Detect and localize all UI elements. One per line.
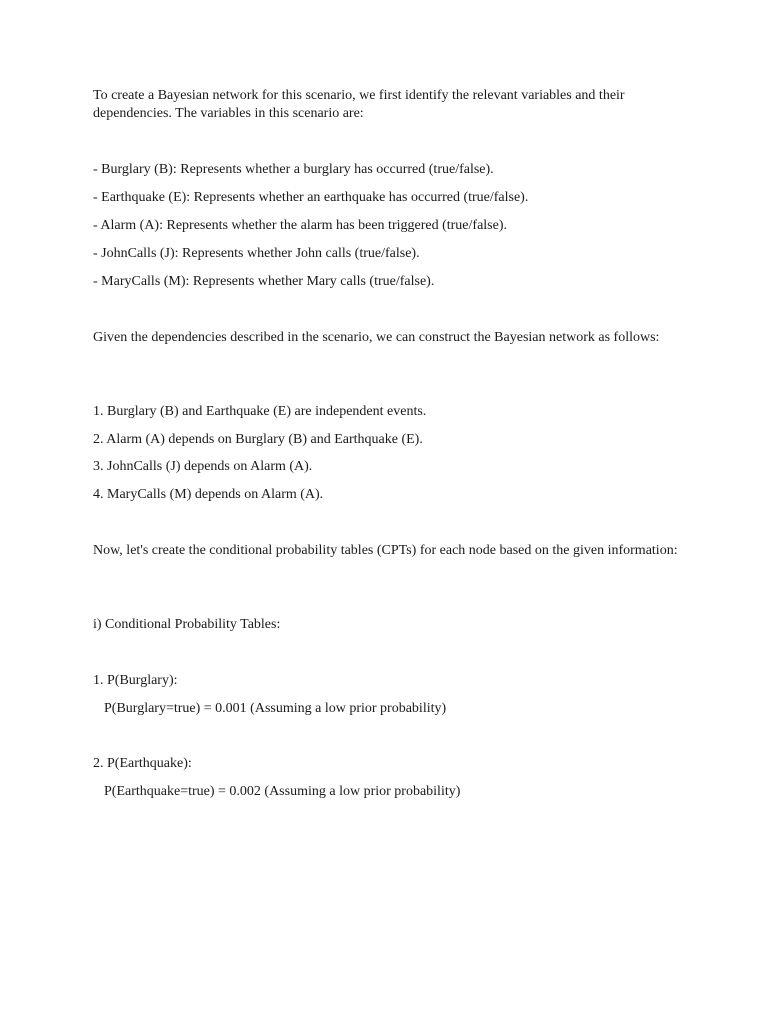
intro-paragraph: To create a Bayesian network for this scenario, we first identify the relevant variables and their dependencies. The variables in this scenario are:: [93, 88, 625, 121]
construct-paragraph: Given the dependencies described in the scenario, we can construct the Bayesian network as follows:: [93, 330, 660, 345]
cpt-burglary-value: P(Burglary=true) = 0.001 (Assuming a low prior probability): [104, 701, 447, 716]
variable-johncalls: - JohnCalls (J): Represents whether John calls (true/false).: [93, 246, 420, 261]
cpt-burglary-title: 1. P(Burglary):: [93, 673, 178, 688]
cpt-intro-paragraph: Now, let's create the conditional probability tables (CPTs) for each node based on the given information:: [93, 543, 678, 558]
dependency-3: 3. JohnCalls (J) depends on Alarm (A).: [93, 459, 313, 474]
cpt-heading: i) Conditional Probability Tables:: [93, 617, 281, 632]
variable-alarm: - Alarm (A): Represents whether the alarm has been triggered (true/false).: [93, 218, 507, 233]
variable-burglary: - Burglary (B): Represents whether a burglary has occurred (true/false).: [93, 162, 494, 177]
cpt-earthquake-title: 2. P(Earthquake):: [93, 756, 192, 771]
variable-earthquake: - Earthquake (E): Represents whether an earthquake has occurred (true/false).: [93, 190, 529, 205]
variable-marycalls: - MaryCalls (M): Represents whether Mary calls (true/false).: [93, 274, 435, 289]
cpt-earthquake-value: P(Earthquake=true) = 0.002 (Assuming a low prior probability): [104, 784, 461, 799]
dependency-4: 4. MaryCalls (M) depends on Alarm (A).: [93, 487, 324, 502]
dependency-2: 2. Alarm (A) depends on Burglary (B) and Earthquake (E).: [93, 432, 423, 447]
dependency-1: 1. Burglary (B) and Earthquake (E) are independent events.: [93, 404, 427, 419]
